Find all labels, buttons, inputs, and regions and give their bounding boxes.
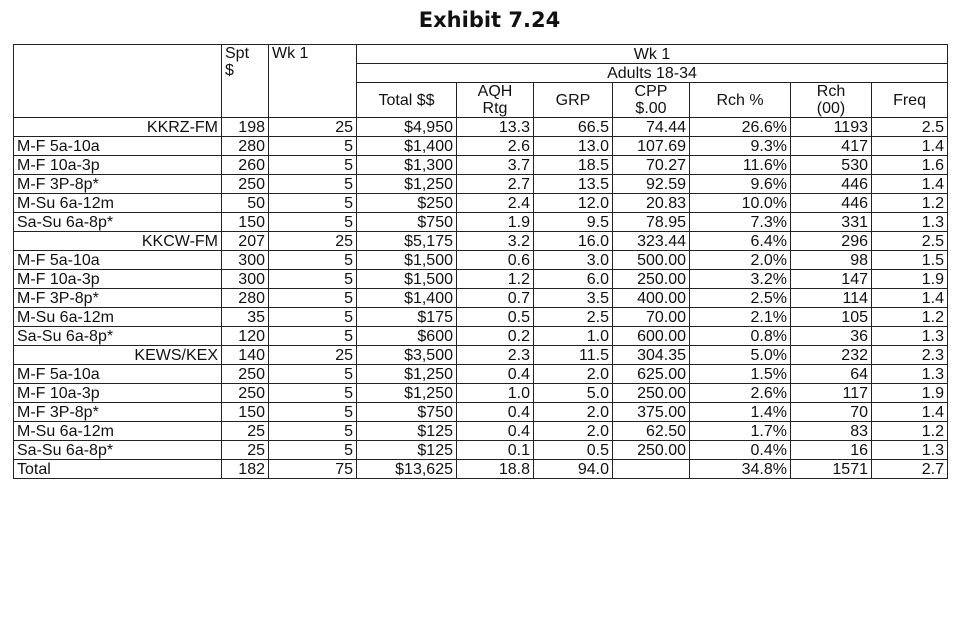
row-label: KKCW-FM <box>14 232 222 251</box>
grp-cell: 13.0 <box>534 137 613 156</box>
total-cell: $1,400 <box>357 289 457 308</box>
rch-pct-cell: 1.7% <box>690 422 791 441</box>
header-cpp <box>613 83 690 118</box>
grp-cell: 5.0 <box>534 384 613 403</box>
freq-cell: 1.2 <box>872 194 948 213</box>
table-row <box>14 460 948 479</box>
header-total <box>357 83 457 118</box>
cpp-cell: 400.00 <box>613 289 690 308</box>
wk-cell: 25 <box>269 346 357 365</box>
total-cell: $4,950 <box>357 118 457 137</box>
wk-cell: 5 <box>269 251 357 270</box>
rch-pct-cell: 0.4% <box>690 441 791 460</box>
total-cell: $1,250 <box>357 175 457 194</box>
total-cell: $1,400 <box>357 137 457 156</box>
grp-cell: 2.5 <box>534 308 613 327</box>
spt-cell: 35 <box>222 308 269 327</box>
total-cell: $1,500 <box>357 270 457 289</box>
cpp-cell: 323.44 <box>613 232 690 251</box>
row-label: M-Su 6a-12m <box>14 194 222 213</box>
table-row <box>14 365 948 384</box>
header-freq: Freq <box>872 83 948 118</box>
aqh-cell: 2.3 <box>457 346 534 365</box>
exhibit-title: Exhibit 7.24 <box>418 8 561 32</box>
wk-cell: 5 <box>269 156 357 175</box>
total-cell: $13,625 <box>357 460 457 479</box>
aqh-cell: 3.2 <box>457 232 534 251</box>
table-row <box>14 156 948 175</box>
schedule-table <box>13 44 948 479</box>
freq-cell: 1.5 <box>872 251 948 270</box>
row-label: M-F 3P-8p* <box>14 175 222 194</box>
table-row <box>14 422 948 441</box>
aqh-cell: 13.3 <box>457 118 534 137</box>
rch-pct-cell: 2.0% <box>690 251 791 270</box>
freq-cell: 1.4 <box>872 289 948 308</box>
table-row <box>14 346 948 365</box>
wk-cell: 5 <box>269 327 357 346</box>
row-label: M-F 5a-10a <box>14 365 222 384</box>
table-row <box>14 403 948 422</box>
rch-pct-cell: 9.3% <box>690 137 791 156</box>
freq-cell: 1.6 <box>872 156 948 175</box>
wk-cell: 5 <box>269 403 357 422</box>
freq-cell: 1.4 <box>872 137 948 156</box>
wk-cell: 5 <box>269 384 357 403</box>
wk-cell: 5 <box>269 308 357 327</box>
aqh-cell: 1.9 <box>457 213 534 232</box>
header-cpp-line2: $.00 <box>635 100 667 117</box>
aqh-cell: 0.2 <box>457 327 534 346</box>
spt-cell: 198 <box>222 118 269 137</box>
header-label-blank <box>14 45 222 118</box>
wk-cell: 5 <box>269 441 357 460</box>
row-label: M-F 3P-8p* <box>14 289 222 308</box>
spt-cell: 250 <box>222 365 269 384</box>
rch-cell: 232 <box>791 346 872 365</box>
grp-cell: 2.0 <box>534 365 613 384</box>
header-aqh-line1: AQH <box>477 83 513 100</box>
header-rch-line2: (00) <box>816 100 846 117</box>
rch-pct-cell: 2.1% <box>690 308 791 327</box>
aqh-cell: 0.4 <box>457 403 534 422</box>
rch-pct-cell: 11.6% <box>690 156 791 175</box>
table-row <box>14 213 948 232</box>
total-cell: $3,500 <box>357 346 457 365</box>
header-row-1 <box>14 45 948 64</box>
rch-cell: 417 <box>791 137 872 156</box>
table-body <box>14 118 948 479</box>
cpp-cell: 70.27 <box>613 156 690 175</box>
table-row <box>14 441 948 460</box>
freq-cell: 1.3 <box>872 213 948 232</box>
rch-pct-cell: 34.8% <box>690 460 791 479</box>
header-grp: GRP <box>534 83 613 118</box>
spt-cell: 140 <box>222 346 269 365</box>
row-label: Total <box>14 460 222 479</box>
grp-cell: 2.0 <box>534 422 613 441</box>
row-label: KKRZ-FM <box>14 118 222 137</box>
total-cell: $600 <box>357 327 457 346</box>
cpp-cell: 92.59 <box>613 175 690 194</box>
row-label: Sa-Su 6a-8p* <box>14 213 222 232</box>
grp-cell: 0.5 <box>534 441 613 460</box>
wk-cell: 25 <box>269 232 357 251</box>
row-label: M-F 10a-3p <box>14 270 222 289</box>
freq-cell: 1.9 <box>872 270 948 289</box>
header-rch <box>791 83 872 118</box>
row-label: M-F 5a-10a <box>14 251 222 270</box>
spt-cell: 250 <box>222 384 269 403</box>
cpp-cell: 78.95 <box>613 213 690 232</box>
header-wk1-left: Wk 1 <box>269 45 357 118</box>
header-spt <box>222 45 269 118</box>
table-row <box>14 270 948 289</box>
freq-cell: 1.3 <box>872 441 948 460</box>
rch-pct-cell: 26.6% <box>690 118 791 137</box>
grp-cell: 1.0 <box>534 327 613 346</box>
total-cell: $1,300 <box>357 156 457 175</box>
wk-cell: 5 <box>269 365 357 384</box>
spt-cell: 280 <box>222 289 269 308</box>
spt-cell: 25 <box>222 441 269 460</box>
header-cpp-line1: CPP <box>634 83 668 100</box>
rch-pct-cell: 0.8% <box>690 327 791 346</box>
rch-cell: 1193 <box>791 118 872 137</box>
rch-pct-cell: 7.3% <box>690 213 791 232</box>
table-row <box>14 384 948 403</box>
row-label: M-F 10a-3p <box>14 156 222 175</box>
spt-cell: 50 <box>222 194 269 213</box>
row-label: M-F 5a-10a <box>14 137 222 156</box>
spt-cell: 25 <box>222 422 269 441</box>
aqh-cell: 2.6 <box>457 137 534 156</box>
spt-cell: 300 <box>222 251 269 270</box>
header-spt-unit: $ <box>225 62 234 79</box>
rch-pct-cell: 10.0% <box>690 194 791 213</box>
cpp-cell: 304.35 <box>613 346 690 365</box>
wk-cell: 25 <box>269 118 357 137</box>
header-aqh <box>457 83 534 118</box>
header-rch-pct: Rch % <box>690 83 791 118</box>
grp-cell: 13.5 <box>534 175 613 194</box>
rch-cell: 105 <box>791 308 872 327</box>
table-row <box>14 251 948 270</box>
freq-cell: 1.2 <box>872 308 948 327</box>
aqh-cell: 0.6 <box>457 251 534 270</box>
freq-cell: 1.4 <box>872 175 948 194</box>
grp-cell: 3.5 <box>534 289 613 308</box>
cpp-cell: 20.83 <box>613 194 690 213</box>
cpp-cell: 600.00 <box>613 327 690 346</box>
grp-cell: 18.5 <box>534 156 613 175</box>
rch-pct-cell: 1.5% <box>690 365 791 384</box>
grp-cell: 16.0 <box>534 232 613 251</box>
grp-cell: 12.0 <box>534 194 613 213</box>
total-cell: $5,175 <box>357 232 457 251</box>
table-row <box>14 289 948 308</box>
table-row <box>14 118 948 137</box>
rch-cell: 446 <box>791 194 872 213</box>
rch-pct-cell: 9.6% <box>690 175 791 194</box>
freq-cell: 1.4 <box>872 403 948 422</box>
header-aqh-line2: Rtg <box>482 100 508 117</box>
cpp-cell: 250.00 <box>613 270 690 289</box>
total-cell: $125 <box>357 422 457 441</box>
row-label: KEWS/KEX <box>14 346 222 365</box>
header-demo: Adults 18-34 <box>357 64 948 83</box>
wk-cell: 5 <box>269 289 357 308</box>
spt-cell: 280 <box>222 137 269 156</box>
total-cell: $1,250 <box>357 365 457 384</box>
grp-cell: 3.0 <box>534 251 613 270</box>
total-cell: $750 <box>357 213 457 232</box>
spt-cell: 150 <box>222 213 269 232</box>
row-label: M-F 3P-8p* <box>14 403 222 422</box>
rch-cell: 147 <box>791 270 872 289</box>
spt-cell: 260 <box>222 156 269 175</box>
grp-cell: 11.5 <box>534 346 613 365</box>
spt-cell: 182 <box>222 460 269 479</box>
header-spt-label: Spt <box>225 45 250 62</box>
grp-cell: 9.5 <box>534 213 613 232</box>
aqh-cell: 1.0 <box>457 384 534 403</box>
table-row <box>14 308 948 327</box>
wk-cell: 75 <box>269 460 357 479</box>
rch-cell: 64 <box>791 365 872 384</box>
aqh-cell: 18.8 <box>457 460 534 479</box>
table-row <box>14 137 948 156</box>
header-wk1-group: Wk 1 <box>357 45 948 64</box>
aqh-cell: 0.5 <box>457 308 534 327</box>
table-row <box>14 232 948 251</box>
aqh-cell: 0.4 <box>457 365 534 384</box>
rch-pct-cell: 3.2% <box>690 270 791 289</box>
rch-cell: 16 <box>791 441 872 460</box>
freq-cell: 2.3 <box>872 346 948 365</box>
freq-cell: 1.3 <box>872 327 948 346</box>
aqh-cell: 1.2 <box>457 270 534 289</box>
rch-cell: 446 <box>791 175 872 194</box>
wk-cell: 5 <box>269 422 357 441</box>
header-rch-line1: Rch <box>816 83 846 100</box>
rch-pct-cell: 1.4% <box>690 403 791 422</box>
total-cell: $1,250 <box>357 384 457 403</box>
wk-cell: 5 <box>269 213 357 232</box>
table-row <box>14 327 948 346</box>
wk-cell: 5 <box>269 137 357 156</box>
cpp-cell: 250.00 <box>613 384 690 403</box>
total-cell: $125 <box>357 441 457 460</box>
cpp-cell: 250.00 <box>613 441 690 460</box>
aqh-cell: 0.1 <box>457 441 534 460</box>
rch-cell: 117 <box>791 384 872 403</box>
cpp-cell: 500.00 <box>613 251 690 270</box>
rch-pct-cell: 5.0% <box>690 346 791 365</box>
aqh-cell: 2.4 <box>457 194 534 213</box>
header-total-label: Total $$ <box>378 91 435 109</box>
row-label: Sa-Su 6a-8p* <box>14 327 222 346</box>
total-cell: $175 <box>357 308 457 327</box>
rch-cell: 331 <box>791 213 872 232</box>
total-cell: $250 <box>357 194 457 213</box>
cpp-cell: 62.50 <box>613 422 690 441</box>
grp-cell: 2.0 <box>534 403 613 422</box>
rch-cell: 1571 <box>791 460 872 479</box>
aqh-cell: 0.7 <box>457 289 534 308</box>
rch-cell: 83 <box>791 422 872 441</box>
wk-cell: 5 <box>269 175 357 194</box>
freq-cell: 2.7 <box>872 460 948 479</box>
row-label: M-Su 6a-12m <box>14 422 222 441</box>
freq-cell: 1.2 <box>872 422 948 441</box>
grp-cell: 6.0 <box>534 270 613 289</box>
row-label: M-Su 6a-12m <box>14 308 222 327</box>
spt-cell: 207 <box>222 232 269 251</box>
rch-cell: 530 <box>791 156 872 175</box>
cpp-cell: 375.00 <box>613 403 690 422</box>
table-row <box>14 175 948 194</box>
wk-cell: 5 <box>269 194 357 213</box>
row-label: M-F 10a-3p <box>14 384 222 403</box>
rch-pct-cell: 2.5% <box>690 289 791 308</box>
freq-cell: 2.5 <box>872 118 948 137</box>
spt-cell: 120 <box>222 327 269 346</box>
cpp-cell: 107.69 <box>613 137 690 156</box>
rch-cell: 296 <box>791 232 872 251</box>
spt-cell: 300 <box>222 270 269 289</box>
freq-cell: 2.5 <box>872 232 948 251</box>
rch-pct-cell: 6.4% <box>690 232 791 251</box>
aqh-cell: 3.7 <box>457 156 534 175</box>
spt-cell: 250 <box>222 175 269 194</box>
total-cell: $750 <box>357 403 457 422</box>
freq-cell: 1.9 <box>872 384 948 403</box>
rch-pct-cell: 2.6% <box>690 384 791 403</box>
cpp-cell <box>613 460 690 479</box>
cpp-cell: 74.44 <box>613 118 690 137</box>
table-row <box>14 194 948 213</box>
rch-cell: 70 <box>791 403 872 422</box>
grp-cell: 66.5 <box>534 118 613 137</box>
aqh-cell: 0.4 <box>457 422 534 441</box>
rch-cell: 36 <box>791 327 872 346</box>
rch-cell: 98 <box>791 251 872 270</box>
cpp-cell: 625.00 <box>613 365 690 384</box>
rch-cell: 114 <box>791 289 872 308</box>
grp-cell: 94.0 <box>534 460 613 479</box>
cpp-cell: 70.00 <box>613 308 690 327</box>
row-label: Sa-Su 6a-8p* <box>14 441 222 460</box>
total-cell: $1,500 <box>357 251 457 270</box>
wk-cell: 5 <box>269 270 357 289</box>
aqh-cell: 2.7 <box>457 175 534 194</box>
freq-cell: 1.3 <box>872 365 948 384</box>
spt-cell: 150 <box>222 403 269 422</box>
